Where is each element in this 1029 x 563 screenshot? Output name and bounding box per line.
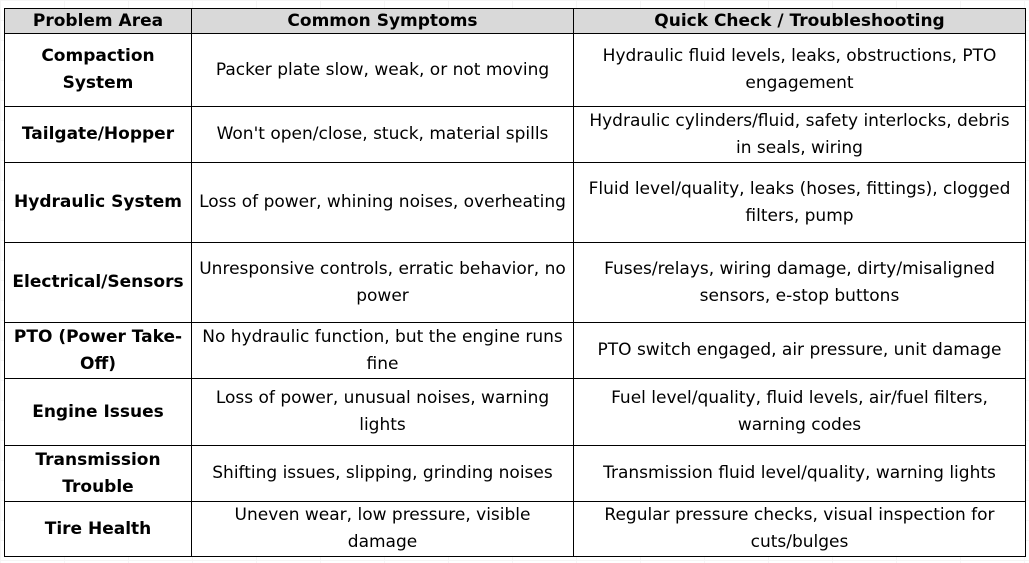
cell-quick-check[interactable]: Fluid level/quality, leaks (hoses, fittings), clogged filters, pump (574, 163, 1026, 243)
header-problem-area[interactable]: Problem Area (5, 9, 192, 34)
cell-quick-check[interactable]: Fuses/relays, wiring damage, dirty/misaligned sensors, e-stop buttons (574, 243, 1026, 323)
cell-problem-area[interactable]: Tailgate/Hopper (5, 107, 192, 163)
cell-quick-check[interactable]: Hydraulic fluid levels, leaks, obstructions, PTO engagement (574, 34, 1026, 107)
cell-symptoms[interactable]: Uneven wear, low pressure, visible damage (192, 502, 574, 557)
cell-quick-check[interactable]: Transmission fluid level/quality, warning lights (574, 446, 1026, 502)
table-row (5, 34, 1026, 107)
cell-symptoms[interactable]: Won't open/close, stuck, material spills (192, 107, 574, 163)
cell-quick-check[interactable]: Regular pressure checks, visual inspection for cuts/bulges (574, 502, 1026, 557)
cell-symptoms[interactable]: No hydraulic function, but the engine runs fine (192, 323, 574, 379)
cell-problem-area[interactable]: Tire Health (5, 502, 192, 557)
cell-problem-area[interactable]: PTO (Power Take-Off) (5, 323, 192, 379)
cell-symptoms[interactable]: Loss of power, whining noises, overheating (192, 163, 574, 243)
troubleshooting-table (4, 8, 1026, 557)
table-header (5, 9, 1026, 34)
cell-symptoms[interactable]: Loss of power, unusual noises, warning lights (192, 379, 574, 446)
cell-problem-area[interactable]: Compaction System (5, 34, 192, 107)
cell-quick-check[interactable]: PTO switch engaged, air pressure, unit damage (574, 323, 1026, 379)
table-row (5, 502, 1026, 557)
cell-problem-area[interactable]: Hydraulic System (5, 163, 192, 243)
table-row (5, 446, 1026, 502)
header-quick-check[interactable]: Quick Check / Troubleshooting (574, 9, 1026, 34)
table-row (5, 243, 1026, 323)
table-row (5, 107, 1026, 163)
table-body (5, 34, 1026, 557)
header-row (5, 9, 1026, 34)
cell-problem-area[interactable]: Transmission Trouble (5, 446, 192, 502)
cell-symptoms[interactable]: Packer plate slow, weak, or not moving (192, 34, 574, 107)
cell-problem-area[interactable]: Engine Issues (5, 379, 192, 446)
table-row (5, 323, 1026, 379)
cell-problem-area[interactable]: Electrical/Sensors (5, 243, 192, 323)
header-common-symptoms[interactable]: Common Symptoms (192, 9, 574, 34)
cell-quick-check[interactable]: Hydraulic cylinders/fluid, safety interlocks, debris in seals, wiring (574, 107, 1026, 163)
table-row (5, 379, 1026, 446)
cell-symptoms[interactable]: Unresponsive controls, erratic behavior, no power (192, 243, 574, 323)
cell-symptoms[interactable]: Shifting issues, slipping, grinding noises (192, 446, 574, 502)
cell-quick-check[interactable]: Fuel level/quality, fluid levels, air/fuel filters, warning codes (574, 379, 1026, 446)
table-row (5, 163, 1026, 243)
